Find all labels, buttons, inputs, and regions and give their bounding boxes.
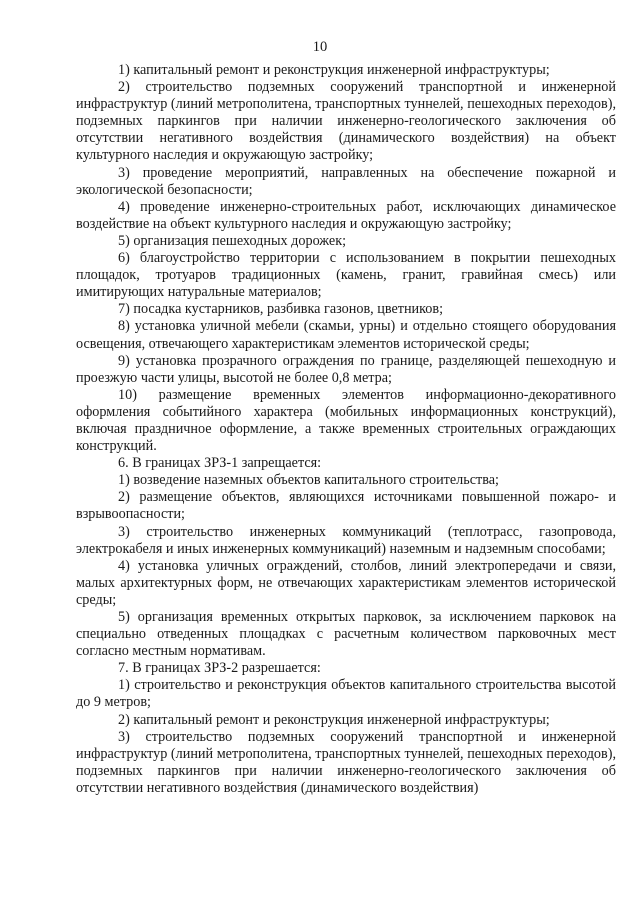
paragraph: 4) проведение инженерно-строительных работ, исключающих динамическое воздействие на объект культурного наследия и окружающую застройку; (76, 198, 616, 232)
paragraph: 8) установка уличной мебели (скамьи, урны) и отдельно стоящего оборудования освещения, отвечающего характеристикам элементов исторической среды; (76, 318, 616, 352)
paragraph: 2) строительство подземных сооружений транспортной и инженерной инфраструктур (линий метрополитена, транспортных туннелей, пешеходных переходов), подземных паркингов при наличии инженерно-геологического заключения об отсутствии негативного воздействия (динамического воздействия) на объект культурного наследия и окружающую застройку; (76, 79, 616, 164)
paragraph: 2) капитальный ремонт и реконструкция инженерной инфраструктуры; (118, 711, 550, 728)
section-heading: 7. В границах ЗРЗ-2 разрешается: (118, 660, 321, 677)
paragraph: 3) строительство инженерных коммуникаций (теплотрасс, газопровода, электрокабеля и иных инженерных коммуникаций) наземным и надземным способами; (76, 523, 616, 557)
paragraph: 1) строительство и реконструкция объектов капитального строительства высотой до 9 метров; (76, 677, 616, 711)
paragraph: 2) размещение объектов, являющихся источниками повышенной пожаро- и взрывоопасности; (76, 489, 616, 523)
paragraph: 1) капитальный ремонт и реконструкция инженерной инфраструктуры; (118, 62, 550, 78)
paragraph: 6) благоустройство территории с использованием в покрытии пешеходных площадок, тротуаров традиционных (камень, гранит, гравийная смесь) или имитирующих натуральные материалов; (76, 250, 616, 301)
paragraph: 3) строительство подземных сооружений транспортной и инженерной инфраструктур (линий метрополитена, транспортных туннелей, пешеходных переходов), подземных паркингов при наличии инженерно-геологического заключения об отсутствии негативного воздействия (динамического воздействия) (76, 728, 616, 796)
paragraph: 5) организация временных открытых парковок, за исключением парковок на специально отведенных площадках с расчетным количеством парковочных мест согласно местным нормативам. (76, 609, 616, 660)
section-heading: 6. В границах ЗРЗ-1 запрещается: (118, 455, 322, 472)
paragraph: 3) проведение мероприятий, направленных на обеспечение пожарной и экологической безопасности; (76, 164, 616, 198)
page-number: 10 (312, 39, 328, 55)
paragraph: 5) организация пешеходных дорожек; (118, 232, 347, 249)
paragraph: 1) возведение наземных объектов капитального строительства; (118, 472, 499, 489)
paragraph: 4) установка уличных ограждений, столбов, линий электропередачи и связи, малых архитектурных форм, не отвечающих характеристикам элементов исторической среды; (76, 557, 616, 608)
paragraph: 9) установка прозрачного ограждения по границе, разделяющей пешеходную и проезжую части улицы, высотой не более 0,8 метра; (76, 352, 616, 386)
paragraph: 7) посадка кустарников, разбивка газонов, цветников; (118, 301, 444, 318)
paragraph: 10) размещение временных элементов информационно-декоративного оформления событийного характера (мобильных информационных конструкций), включая праздничное оформление, а также временных строительных ограждающих конструкций. (76, 386, 616, 455)
document-body (76, 62, 616, 797)
